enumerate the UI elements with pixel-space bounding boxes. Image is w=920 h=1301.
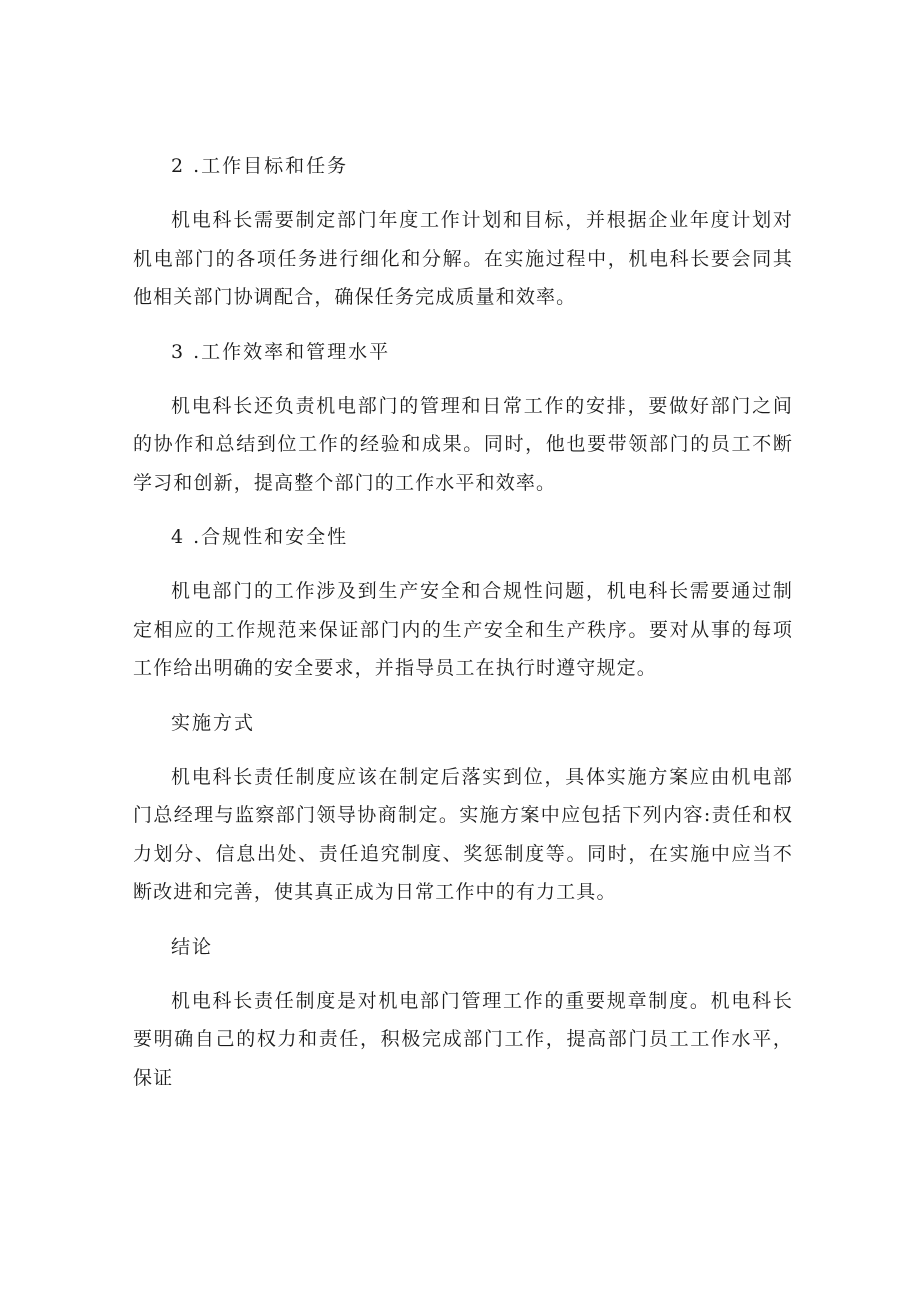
section-heading-efficiency: 3 .工作效率和管理水平 [171,340,391,363]
section-paragraph-conclusion: 机电科长责任制度是对机电部门管理工作的重要规章制度。机电科长要明确自己的权力和责任，积极完成部门工作，提高部门员工工作水平，保证 [133,989,793,1089]
section-heading-implementation: 实施方式 [171,711,256,734]
document-body [133,148,793,1114]
section-heading-compliance: 4 .合规性和安全性 [171,526,349,548]
section-heading-conclusion: 结论 [171,935,214,958]
section-paragraph-implementation: 机电科长责任制度应该在制定后落实到位，具体实施方案应由机电部门总经理与监察部门领导协商制定。实施方案中应包括下列内容:责任和权力划分、信息出处、责任追究制度、奖惩制度等。同时，在实施中应当不断改进和完善，使其真正成为日常工作中的有力工具。 [133,765,793,903]
section-paragraph-compliance: 机电部门的工作涉及到生产安全和合规性问题，机电科长需要通过制定相应的工作规范来保证部门内的生产安全和生产秩序。要对从事的每项工作给出明确的安全要求，并指导员工在执行时遵守规定。 [133,580,793,679]
section-paragraph-efficiency: 机电科长还负责机电部门的管理和日常工作的安排，要做好部门之间的协作和总结到位工作的经验和成果。同时，他也要带领部门的员工不断学习和创新，提高整个部门的工作水平和效率。 [133,394,793,494]
section-heading-goals: 2 .工作目标和任务 [171,155,349,177]
section-paragraph-goals: 机电科长需要制定部门年度工作计划和目标，并根据企业年度计划对机电部门的各项任务进行细化和分解。在实施过程中，机电科长要会同其他相关部门协调配合，确保任务完成质量和效率。 [133,209,793,308]
